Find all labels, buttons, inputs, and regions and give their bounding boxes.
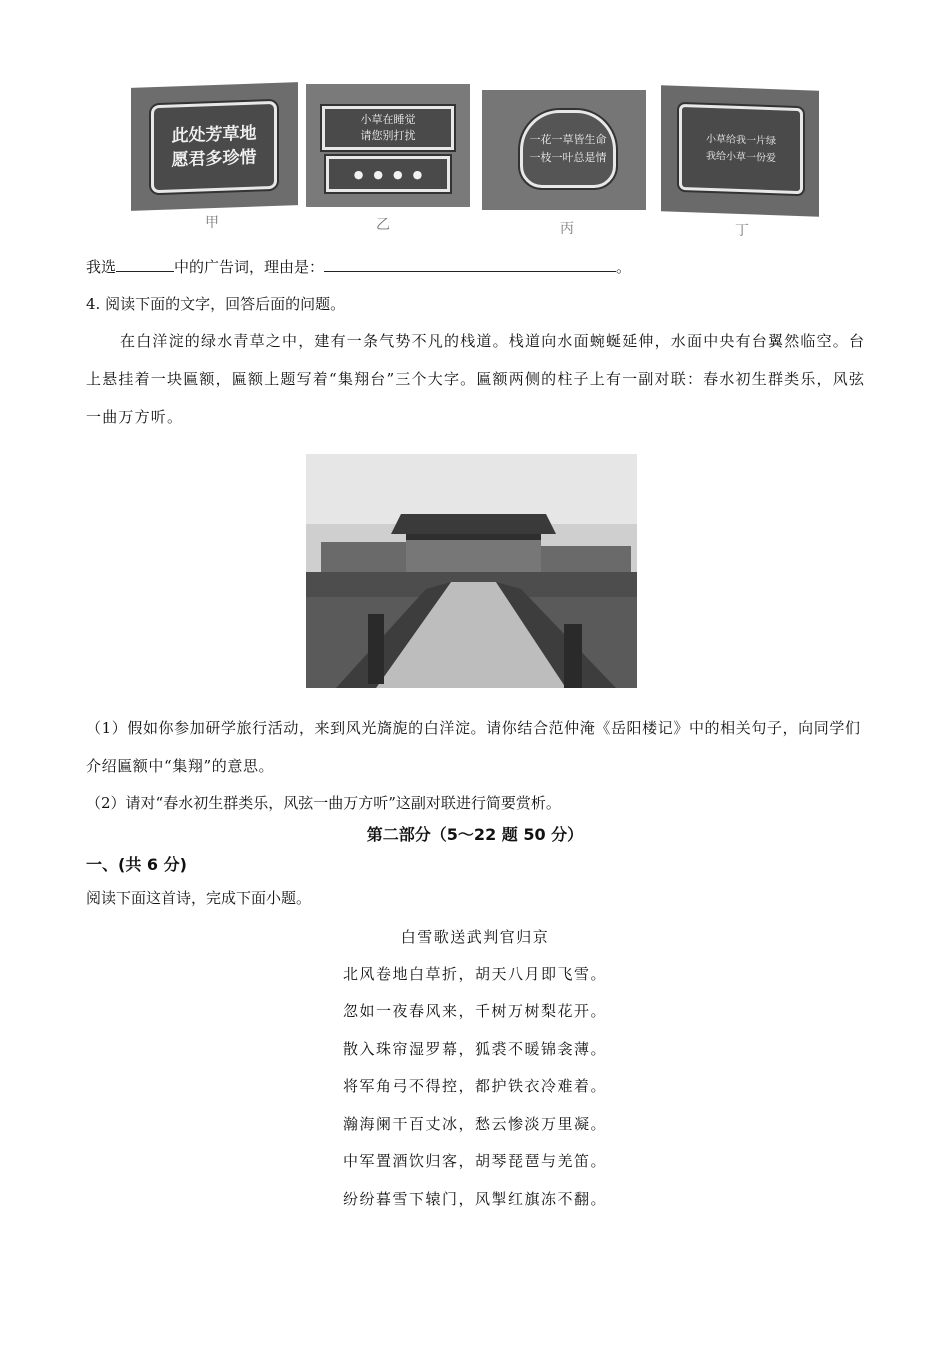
answer-suffix: 。 <box>616 258 632 276</box>
poem-line: 将军角弓不得控，都护铁衣冷难着。 <box>342 1077 607 1095</box>
q4-sub1: （1）假如你参加研学旅行活动，来到风光旖旎的白洋淀。请你结合范仲淹《岳阳楼记》中的相关句子，向同学们介绍匾额中“集翔”的意思。 <box>86 719 861 775</box>
caption-bing: 丙 <box>560 221 574 237</box>
poem-line: 散入珠帘湿罗幕，狐裘不暖锦衾薄。 <box>342 1040 607 1058</box>
sign-board <box>520 110 616 188</box>
reason-blank[interactable] <box>324 257 616 272</box>
sign-board <box>151 101 277 193</box>
poem-line: 瀚海阑干百丈冰，愁云惨淡万里凝。 <box>342 1115 607 1133</box>
section1-instruction: 阅读下面这首诗，完成下面小题。 <box>86 889 312 907</box>
leaf-icon: ● <box>393 167 403 181</box>
poem-line: 纷纷暮雪下辕门，风掣红旗冻不翻。 <box>342 1190 607 1208</box>
sign-text-line: 小草在睡觉 <box>360 113 416 126</box>
caption-jia: 甲 <box>205 215 219 231</box>
poem-line: 忽如一夜春风来，千树万树梨花开。 <box>342 1002 607 1020</box>
sign-board <box>322 106 454 150</box>
boardwalk-photo-svg <box>306 454 637 688</box>
leaf-icon: ● <box>412 167 423 181</box>
section1-title: 一、(共 6 分) <box>86 855 187 874</box>
caption-yi: 乙 <box>376 217 390 233</box>
sign-photo-jia <box>131 82 298 211</box>
sign-text-line: 一花一草皆生命 <box>529 133 607 146</box>
choice-blank[interactable] <box>116 257 174 272</box>
boardwalk-photo <box>306 454 637 688</box>
answer-middle: 中的广告词，理由是： <box>174 258 325 276</box>
sign-photo-yi <box>306 84 470 207</box>
leaf-icon: ● <box>373 167 383 181</box>
sign-text-line: 我给小草一份爱 <box>706 150 776 165</box>
poem-line: 北风卷地白草折，胡天八月即飞雪。 <box>342 965 607 983</box>
sign-board <box>679 104 803 194</box>
sign-text-line: 愿君多珍惜 <box>171 147 257 171</box>
q4-passage: 在白洋淀的绿水青草之中，建有一条气势不凡的栈道。栈道向水面蜿蜒延伸，水面中央有台翼然临空。台上悬挂着一块匾额，匾额上题写着“集翔台”三个大字。匾额两侧的柱子上有一副对联：春水初生群类乐，风弦一曲万方听。 <box>86 332 866 426</box>
caption-ding: 丁 <box>735 223 749 239</box>
sign-photo-bing <box>482 90 646 210</box>
answer-prefix: 我选 <box>86 258 117 276</box>
sign-text-line: 一枝一叶总是情 <box>529 151 607 164</box>
poem-title: 白雪歌送武判官归京 <box>400 928 550 946</box>
sign-text-line: 请您别打扰 <box>360 129 416 142</box>
part2-title: 第二部分（5～22 题 50 分） <box>366 825 584 844</box>
q4-sub2: （2）请对“春水初生群类乐，风弦一曲万方听”这副对联进行简要赏析。 <box>86 794 561 812</box>
sign-text-line: 此处芳草地 <box>171 123 257 147</box>
sign-photo-ding <box>661 85 819 217</box>
q4-title: 4. 阅读下面的文字，回答后面的问题。 <box>86 295 346 313</box>
poem-line: 中军置酒饮归客，胡琴琵琶与羌笛。 <box>342 1152 607 1170</box>
sign-text-line: 小草给我一片绿 <box>706 133 776 148</box>
answer-line <box>86 257 631 277</box>
leaf-icon: ● <box>353 167 364 181</box>
sign-icon-board <box>326 156 450 192</box>
